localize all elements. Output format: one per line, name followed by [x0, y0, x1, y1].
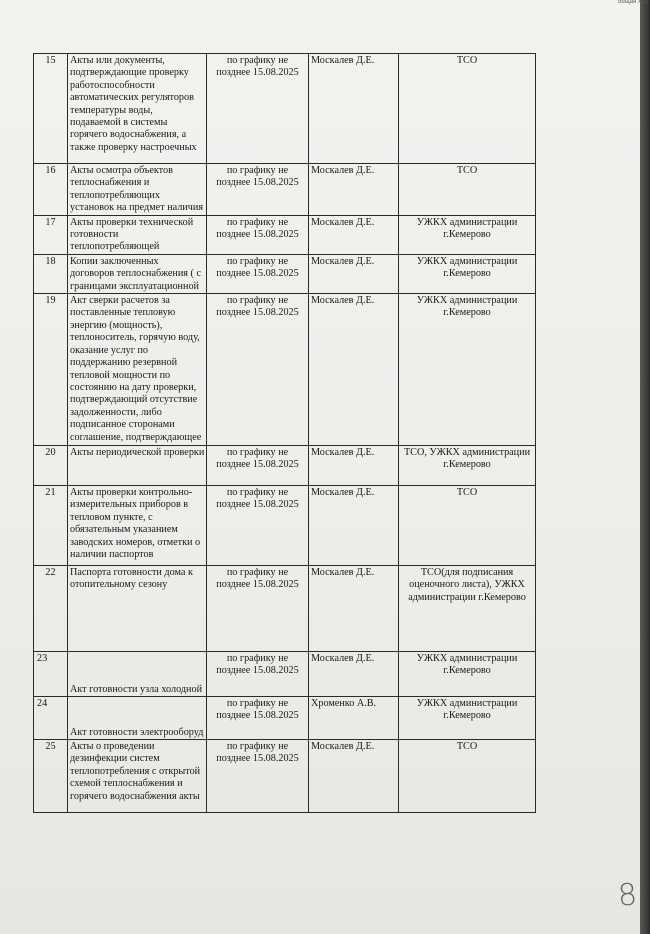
responsible-person — [309, 294, 399, 446]
deadline-text: по графику не позднее 15.08.2025 — [216, 567, 299, 591]
responsible-person-text: Москалев Д.Е. — [311, 447, 375, 459]
row-number — [34, 697, 68, 740]
table-row — [34, 54, 536, 164]
responsible-person — [309, 697, 399, 740]
recipient — [399, 740, 536, 813]
deadline — [207, 446, 309, 486]
responsible-person — [309, 215, 399, 254]
recipient — [399, 566, 536, 652]
table-row — [34, 566, 536, 652]
responsible-person-text: Москалев Д.Е. — [311, 741, 375, 753]
document-name-text: Акты о проведении дезинфекции систем теплопотребления с открытой схемой теплоснабжения и горячего водоснабжения акты — [70, 741, 201, 802]
responsible-person — [309, 254, 399, 293]
table-row — [34, 215, 536, 254]
deadline — [207, 215, 309, 254]
responsible-person — [309, 164, 399, 216]
deadline — [207, 54, 309, 164]
row-number-text: 17 — [45, 216, 56, 228]
row-number-text: 22 — [45, 567, 56, 579]
table-row — [34, 652, 536, 697]
deadline — [207, 652, 309, 697]
recipient-text: УЖКХ администрации г.Кемерово — [416, 255, 518, 280]
document-name — [68, 652, 207, 697]
recipient-text: УЖКХ администрации г.Кемерово — [416, 698, 518, 722]
responsible-person-text: Москалев Д.Е. — [311, 216, 375, 228]
table-row — [34, 164, 536, 216]
document-name — [68, 486, 207, 566]
recipient — [399, 697, 536, 740]
document-name — [68, 740, 207, 813]
responsible-person-text: Хроменко А.В. — [311, 698, 377, 710]
document-name-text: Акт готовности электрооборуд — [70, 726, 204, 738]
table-row — [34, 740, 536, 813]
responsible-person — [309, 486, 399, 566]
document-name-text: Паспорта готовности дома к отопительному сезону — [70, 567, 193, 591]
row-number-text: 23 — [37, 653, 48, 665]
recipient-text: ТСО — [456, 741, 478, 753]
recipient — [399, 486, 536, 566]
responsible-person-text: Москалев Д.Е. — [311, 255, 375, 267]
document-name-text: Акт сверки расчетов за поставленные тепловую энергию (мощность), теплоноситель, горячую воду, оказание услуг по поддержанию резервной тепловой мощности по состоянию на дату проверки, подтверждающий отсутствие задолженности, либо подписанное сторонами соглашение, подтверждающее — [70, 295, 202, 443]
document-name — [68, 164, 207, 216]
recipient — [399, 254, 536, 293]
row-number — [34, 215, 68, 254]
deadline-text: по графику не позднее 15.08.2025 — [216, 295, 299, 319]
document-name — [68, 215, 207, 254]
row-number — [34, 164, 68, 216]
recipient-text: УЖКХ администрации г.Кемерово — [416, 295, 518, 319]
document-name — [68, 54, 207, 164]
row-number-text: 15 — [45, 55, 56, 66]
document-name-text: Акты осмотра объектов теплоснабжения и теплопотребляющих установок на предмет наличия — [70, 165, 204, 214]
row-number — [34, 294, 68, 446]
deadline-text: по графику не позднее 15.08.2025 — [216, 255, 299, 280]
deadline-text: по графику не позднее 15.08.2025 — [216, 698, 299, 722]
responsible-person-text: Москалев Д.Е. — [311, 295, 375, 307]
responsible-person — [309, 566, 399, 652]
recipient — [399, 164, 536, 216]
deadline — [207, 697, 309, 740]
table-row — [34, 294, 536, 446]
document-name-text: Акты периодической проверки — [70, 447, 205, 459]
deadline — [207, 254, 309, 293]
responsible-person-text: Москалев Д.Е. — [311, 567, 375, 579]
deadline-text: по графику не позднее 15.08.2025 — [216, 55, 299, 79]
table-row — [34, 486, 536, 566]
deadline — [207, 486, 309, 566]
recipient — [399, 215, 536, 254]
responsible-person-text: Москалев Д.Е. — [311, 55, 375, 66]
row-number-text: 18 — [45, 255, 56, 267]
row-number — [34, 446, 68, 486]
responsible-person-text: Москалев Д.Е. — [311, 487, 375, 499]
row-number-text: 19 — [45, 295, 56, 307]
document-name-text: Акт готовности узла холодной — [70, 683, 203, 695]
page-number: 8 — [616, 877, 639, 914]
responsible-person — [309, 740, 399, 813]
recipient — [399, 652, 536, 697]
table-row — [34, 697, 536, 740]
document-name-text: Акты проверки контрольно-измерительных приборов в тепловом пункте, с обязательным указанием заводских номеров, отметки о наличии паспортов — [70, 487, 201, 561]
document-name-text: Акты проверки технической готовности теплопотребляющей — [70, 216, 194, 253]
responsible-person-text: Москалев Д.Е. — [311, 653, 375, 665]
row-number — [34, 254, 68, 293]
recipient-text: УЖКХ администрации г.Кемерово — [416, 216, 518, 241]
deadline-text: по графику не позднее 15.08.2025 — [216, 487, 299, 511]
row-number-text: 21 — [45, 487, 56, 499]
recipient-text: УЖКХ администрации г.Кемерово — [416, 653, 518, 677]
recipient-text: ТСО — [456, 165, 478, 176]
document-name — [68, 566, 207, 652]
recipient-text: ТСО(для подписания оценочного листа), УЖКХ администрации г.Кемерово — [408, 567, 526, 603]
table-row — [34, 254, 536, 293]
table-row — [34, 446, 536, 486]
document-name-text: Акты или документы, подтверждающие проверку работоспособности автоматических регуляторов температуры воды, подаваемой в системы горячего водоснабжения, а также проверку настроечных — [70, 55, 197, 153]
row-number-text: 20 — [45, 447, 56, 459]
row-number-text: 16 — [45, 165, 56, 176]
responsible-person — [309, 446, 399, 486]
deadline-text: по графику не позднее 15.08.2025 — [216, 447, 299, 471]
deadline-text: по графику не позднее 15.08.2025 — [216, 165, 299, 189]
document-name — [68, 446, 207, 486]
row-number-text: 24 — [37, 698, 48, 710]
recipient-text: ТСО — [456, 55, 478, 66]
responsible-person — [309, 652, 399, 697]
responsible-person — [309, 54, 399, 164]
deadline — [207, 566, 309, 652]
document-name — [68, 254, 207, 293]
deadline-text: по графику не позднее 15.08.2025 — [216, 216, 299, 241]
row-number — [34, 54, 68, 164]
schedule-table — [33, 53, 536, 813]
deadline — [207, 294, 309, 446]
document-name — [68, 294, 207, 446]
background-edge — [640, 0, 650, 934]
deadline-text: по графику не позднее 15.08.2025 — [216, 653, 299, 677]
deadline-text: по графику не позднее 15.08.2025 — [216, 741, 299, 765]
deadline — [207, 164, 309, 216]
document-name — [68, 697, 207, 740]
document-name-text: Копии заключенных договоров теплоснабжения ( с границами эксплуатационной — [70, 255, 201, 292]
row-number — [34, 740, 68, 813]
corner-text: общая Х.Ц — [617, 0, 648, 5]
row-number — [34, 652, 68, 697]
row-number — [34, 486, 68, 566]
deadline — [207, 740, 309, 813]
recipient — [399, 54, 536, 164]
recipient — [399, 294, 536, 446]
row-number-text: 25 — [45, 741, 56, 753]
row-number — [34, 566, 68, 652]
responsible-person-text: Москалев Д.Е. — [311, 165, 375, 176]
recipient-text: ТСО — [456, 487, 478, 499]
recipient — [399, 446, 536, 486]
recipient-text: ТСО, УЖКХ администрации г.Кемерово — [403, 447, 531, 471]
